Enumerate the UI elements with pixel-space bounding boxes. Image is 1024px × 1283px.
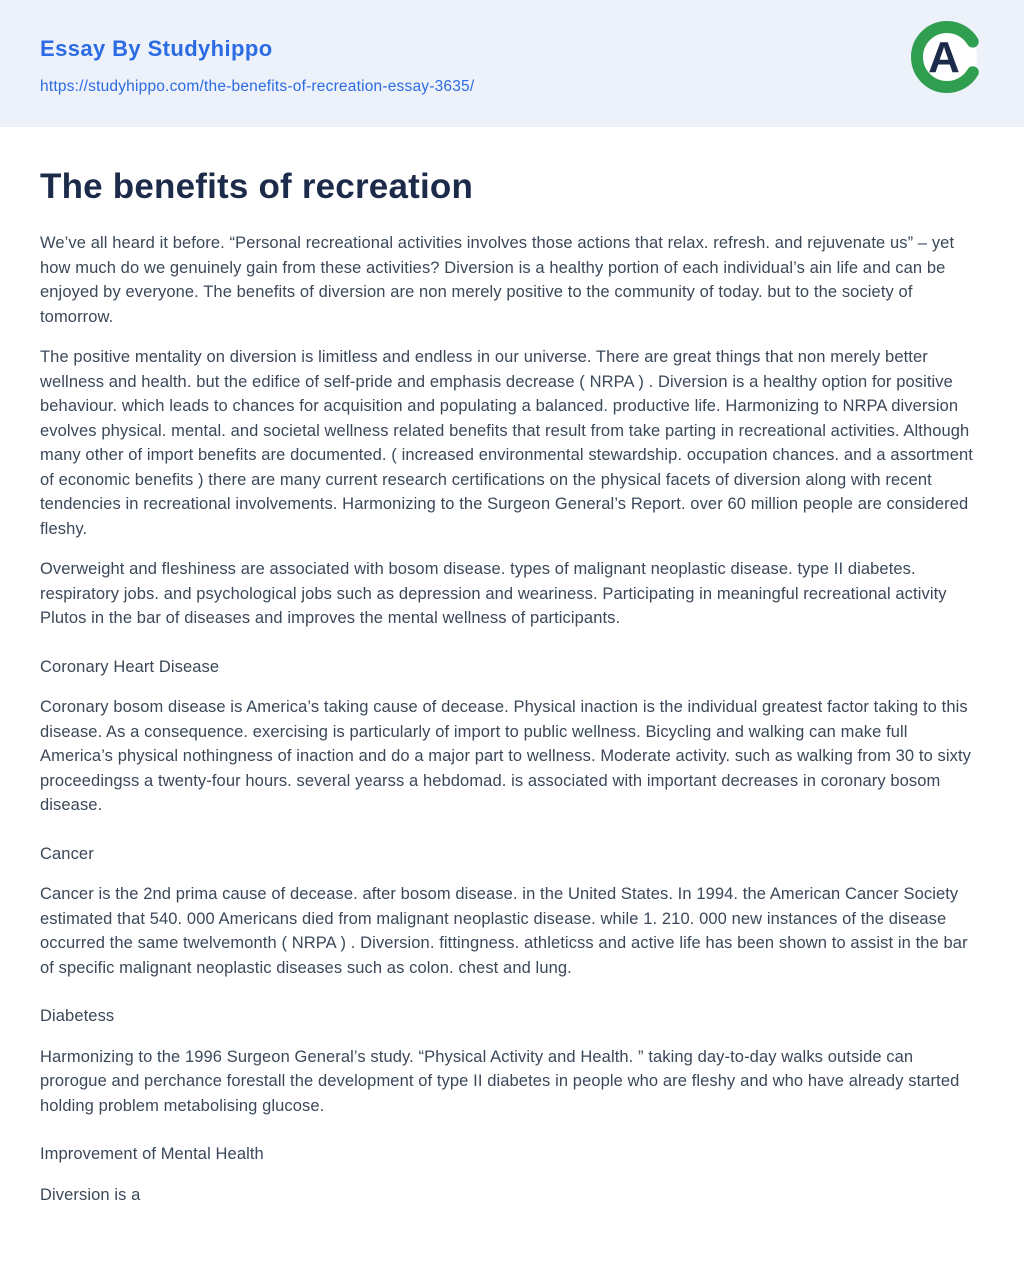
- logo-letter: A: [928, 33, 960, 82]
- article-paragraph: We’ve all heard it before. “Personal recreational activities involves those actions that relax. refresh. and rejuvenate us” – yet how much do we genuinely gain from these activities? Diversion is a healthy portion of each individual’s ain life and can be enjoyed by everyone. The benefits of diversion are non merely positive to the community of today. but to the society of tomorrow.: [40, 234, 955, 326]
- page-header: [0, 0, 1024, 127]
- article-paragraph: Coronary bosom disease is America’s taking cause of decease. Physical inaction is the individual greatest factor taking to this disease. As a consequence. exercising is particularly of import to public wellness. Bicycling and walking can make full America’s physical nothingness of inaction and do a major part to wellness. Moderate activity. such as walking from 30 to sixty proceedingss a twenty-four hours. several yearss a hebdomad. is associated with important decreases in coronary bosom disease.: [40, 698, 972, 814]
- section-heading-cancer: Cancer: [40, 844, 94, 863]
- studyhippo-logo-icon: [908, 18, 986, 96]
- section-heading-improvement-of-mental-health: Improvement of Mental Health: [40, 1145, 264, 1163]
- article-paragraph: Diversion is a: [40, 1185, 141, 1204]
- article-paragraph: The positive mentality on diversion is limitless and endless in our universe. There are great things that non merely better wellness and health. but the edifice of self-pride and emphasis decrease ( NRPA ) . Diversion is a healthy option for positive behaviour. which leads to chances for acquisition and populating a balanced. productive life. Harmonizing to NRPA diversion evolves physical. mental. and societal wellness related benefits that result from take parting in recreational activities. Although many other of import benefits are documented. ( increased environmental stewardship. occupation chances. and a assortment of economic benefits ) there are many current research certifications on the physical facets of diversion along with recent tendencies in recreational involvements. Harmonizing to the Surgeon General’s Report. over 60 million people are considered fleshy.: [40, 348, 973, 538]
- article-title: The benefits of recreation: [40, 167, 474, 206]
- section-heading-coronary-heart-disease: Coronary Heart Disease: [40, 657, 220, 676]
- article: [0, 127, 1024, 1283]
- article-paragraph: Overweight and fleshiness are associated with bosom disease. types of malignant neoplastic disease. type II diabetes. respiratory jobs. and psychological jobs such as depression and weariness. Participating in meaningful recreational activity Plutos in the bar of diseases and improves the mental wellness of participants.: [40, 560, 947, 627]
- section-heading-diabetess: Diabetess: [40, 1007, 115, 1025]
- site-title-link[interactable]: Essay By Studyhippo: [40, 36, 273, 61]
- article-paragraph: Cancer is the 2nd prima cause of decease. after bosom disease. in the United States. In 1994. the American Cancer Society estimated that 540. 000 Americans died from malignant neoplastic disease. while 1. 210. 000 new instances of the disease occurred the same twelvemonth ( NRPA ) . Diversion. fittingness. athleticss and active life has been shown to assist in the bar of specific malignant neoplastic diseases such as colon. chest and lung.: [40, 885, 968, 977]
- article-paragraph: Harmonizing to the 1996 Surgeon General’s study. “Physical Activity and Health. ” taking day-to-day walks outside can prorogue and perchance forestall the development of type II diabetes in people who are fleshy and who have already started holding problem metabolising glucose.: [40, 1047, 960, 1115]
- source-url-link[interactable]: https://studyhippo.com/the-benefits-of-recreation-essay-3635/: [40, 78, 475, 95]
